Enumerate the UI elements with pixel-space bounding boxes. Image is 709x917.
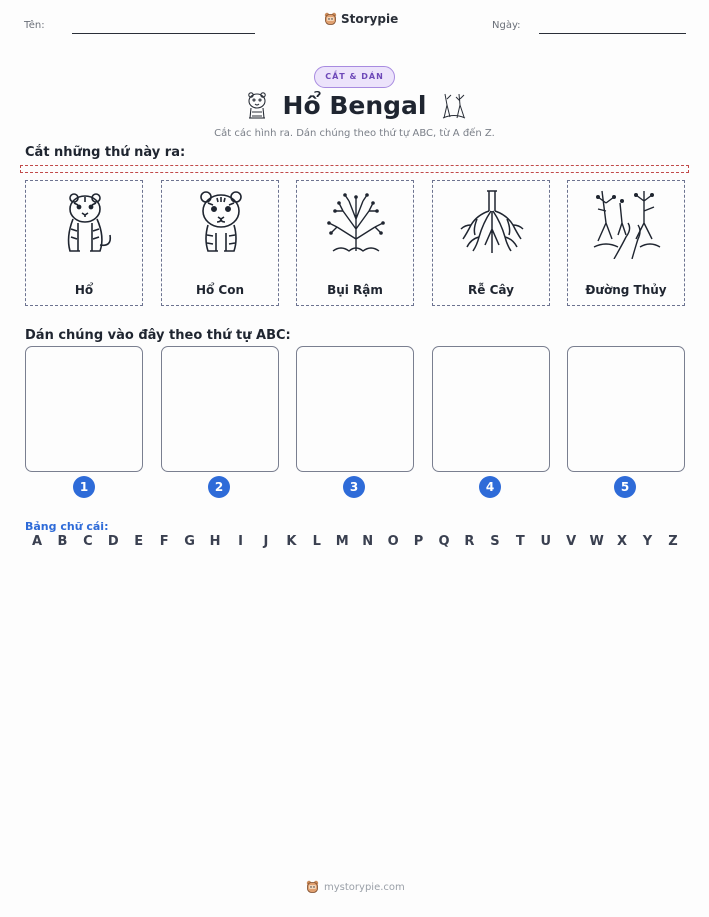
card-label: Hổ [74, 283, 94, 297]
brand-logo [324, 12, 398, 26]
alphabet-letter: G [184, 534, 195, 549]
alphabet-letter: F [159, 534, 169, 549]
order-number-5: 5 [614, 476, 636, 498]
cut-card-tiger[interactable] [25, 180, 143, 306]
alphabet-strip [25, 534, 685, 549]
cut-card-waterway[interactable] [567, 180, 685, 306]
alphabet-letter: K [286, 534, 297, 549]
date-label: Ngày: [492, 20, 521, 31]
bear-logo-icon [306, 880, 319, 894]
order-number-3: 3 [343, 476, 365, 498]
activity-badge: CẮT & DÁN [314, 66, 395, 88]
date-line [539, 33, 686, 34]
alphabet-letter: S [490, 534, 500, 549]
alphabet-letter: P [413, 534, 424, 549]
order-number-2: 2 [208, 476, 230, 498]
footer [306, 880, 405, 894]
order-number-1: 1 [73, 476, 95, 498]
footer-url[interactable]: mystorypie.com [324, 881, 405, 893]
cut-card-tree-roots[interactable] [432, 180, 550, 306]
alphabet-letter: Q [438, 534, 450, 549]
tiger-icon [50, 189, 120, 259]
paste-box-4[interactable] [432, 346, 550, 472]
alphabet-letter: X [617, 534, 628, 549]
tiger-cub-icon [186, 189, 256, 259]
page-title: Hổ Bengal [282, 91, 427, 120]
alphabet-letter: W [589, 534, 604, 549]
card-label: Đường Thủy [585, 283, 667, 297]
cut-section-label: Cắt những thứ này ra: [25, 145, 186, 160]
brand-name: Storypie [341, 12, 399, 26]
alphabet-letter: H [209, 534, 221, 549]
alphabet-letter: U [540, 534, 552, 549]
alphabet-letter: R [464, 534, 475, 549]
waterway-icon [592, 189, 662, 259]
paste-section-label: Dán chúng vào đây theo thứ tự ABC: [25, 328, 291, 343]
tree-roots-icon [441, 91, 467, 121]
cut-card-bush[interactable] [296, 180, 414, 306]
tree-roots-icon [457, 189, 527, 259]
cut-card-tiger-cub[interactable] [161, 180, 279, 306]
alphabet-letter: A [31, 534, 43, 549]
card-label: Hổ Con [195, 283, 245, 297]
alphabet-letter: Z [668, 534, 678, 549]
bush-icon [321, 189, 391, 259]
alphabet-letter: L [312, 534, 321, 549]
bear-logo-icon [324, 12, 337, 26]
paste-box-2[interactable] [161, 346, 279, 472]
alphabet-letter: T [515, 534, 525, 549]
alphabet-letter: E [134, 534, 144, 549]
alphabet-letter: Y [642, 534, 653, 549]
card-label: Bụi Rậm [327, 283, 383, 297]
paste-box-5[interactable] [567, 346, 685, 472]
alphabet-letter: N [362, 534, 374, 549]
alphabet-label: Bảng chữ cái: [25, 520, 109, 533]
alphabet-letter: I [238, 534, 243, 549]
instructions: Cắt các hình ra. Dán chúng theo thứ tự ABC, từ A đến Z. [214, 128, 495, 139]
alphabet-letter: M [335, 534, 349, 549]
alphabet-letter: O [387, 534, 399, 549]
cut-line [20, 165, 689, 173]
alphabet-letter: D [107, 534, 119, 549]
name-line [72, 33, 255, 34]
paste-box-1[interactable] [25, 346, 143, 472]
alphabet-letter: B [57, 534, 68, 549]
alphabet-letter: C [83, 534, 93, 549]
alphabet-letter: V [566, 534, 577, 549]
name-label: Tên: [24, 20, 45, 31]
order-number-4: 4 [479, 476, 501, 498]
alphabet-letter: J [263, 534, 269, 549]
paste-box-3[interactable] [296, 346, 414, 472]
card-label: Rễ Cây [468, 283, 514, 297]
